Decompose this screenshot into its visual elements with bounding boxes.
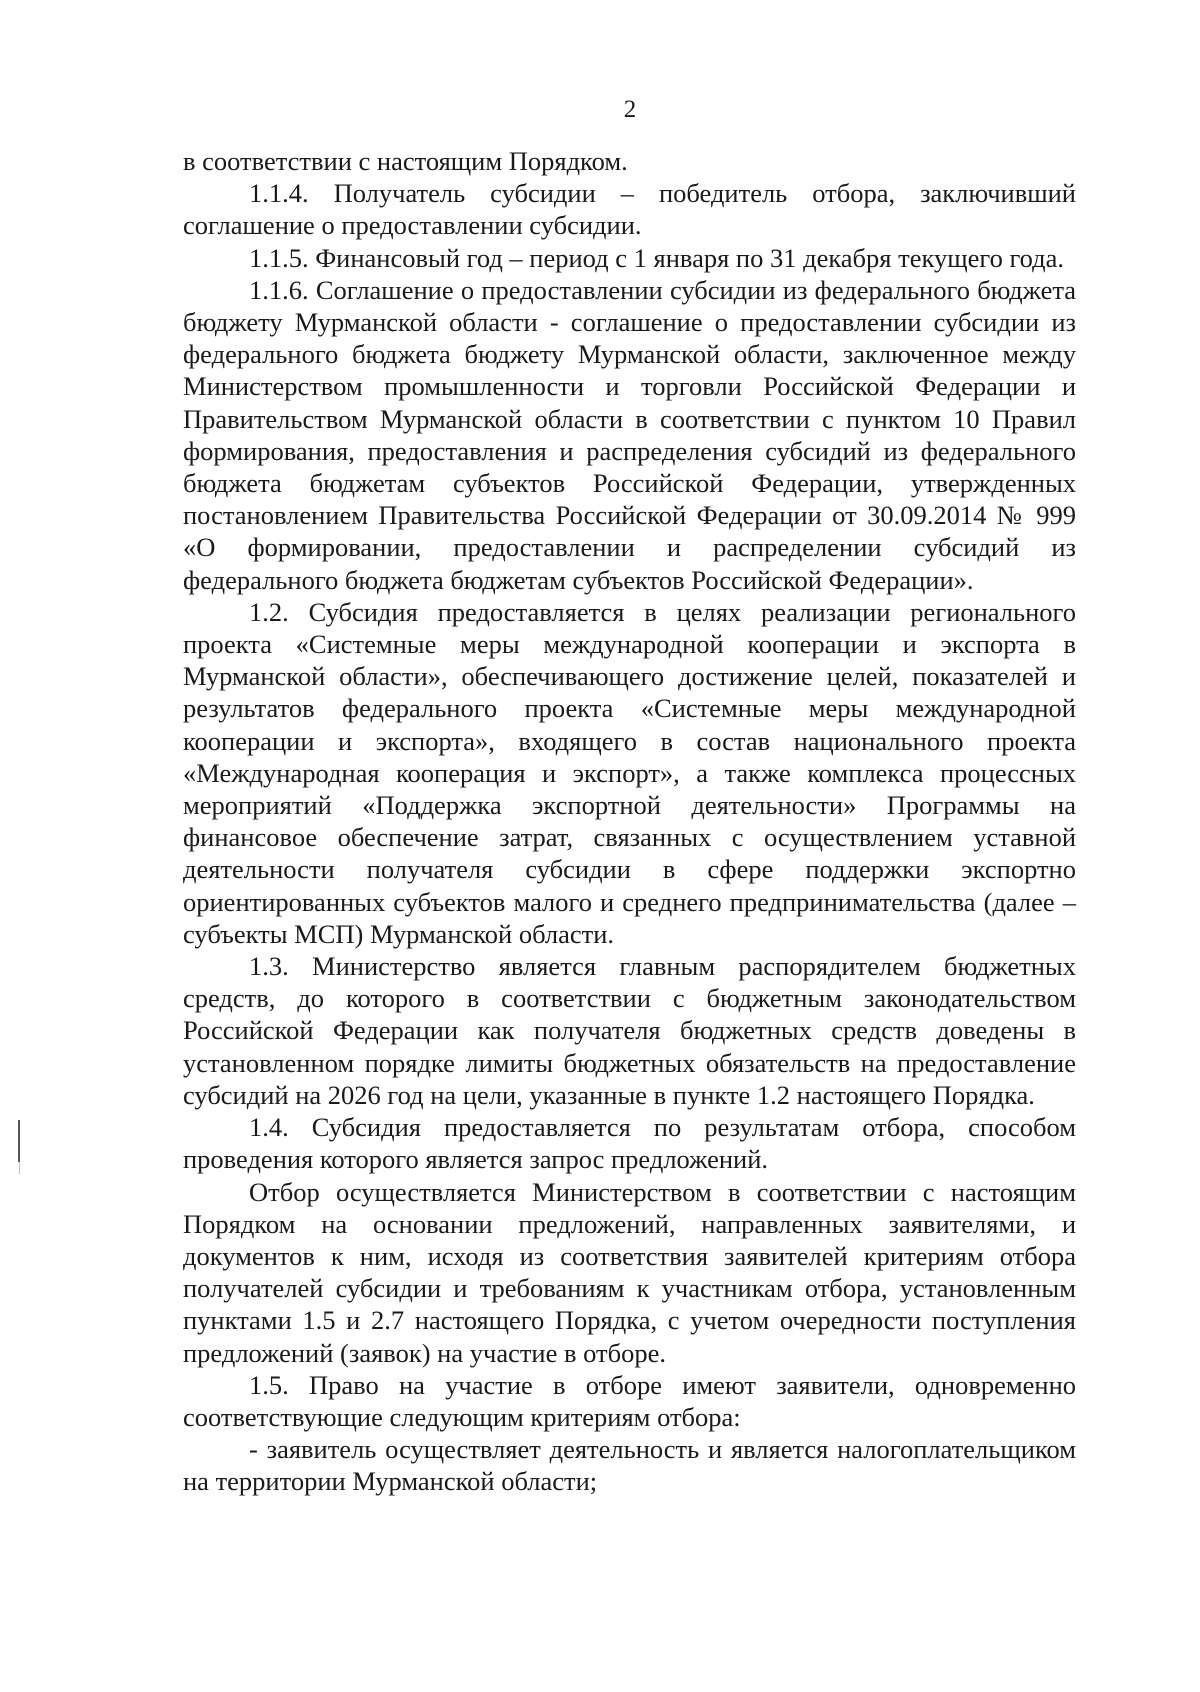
paragraph-1-2: 1.2. Субсидия предоставляется в целях реализации регионального проекта «Системные меры международной кооперации и экспорта в Мурманской области», обеспечивающего достижение целей, показателей и результатов федерального проекта «Системные меры международной кооперации и экспорта», входящего в состав национального проекта «Международная кооперация и экспорт», а также комплекса процессных мероприятий «Поддержка экспортной деятельности» Программы на финансовое обеспечение затрат, связанных с осуществлением уставной деятельности получателя субсидии в сфере поддержки экспортно ориентированных субъектов малого и среднего предпринимательства (далее – субъекты МСП) Мурманской области.: [183, 596, 1076, 949]
page-number: 2: [623, 96, 637, 123]
paragraph-1-5: 1.5. Право на участие в отборе имеют заявители, одновременно соответствующие следующим критериям отбора:: [183, 1369, 1076, 1432]
paragraph-1-4: 1.4. Субсидия предоставляется по результатам отбора, способом проведения которого является запрос предложений.: [183, 1112, 1076, 1175]
paragraph-1-1-5: 1.1.5. Финансовый год – период с 1 января по 31 декабря текущего года.: [249, 242, 1065, 273]
paragraph-criterion-list-item: - заявитель осуществляет деятельность и является налогоплательщиком на территории Мурманской области;: [183, 1434, 1076, 1497]
paragraph-continuation: в соответствии с настоящим Порядком.: [183, 146, 628, 176]
paragraph-1-1-4: 1.1.4. Получатель субсидии – победитель отбора, заключивший соглашение о предоставлении субсидии.: [183, 178, 1076, 241]
scan-margin-mark-faint: [19, 1162, 20, 1174]
paragraph-1-1-6: 1.1.6. Соглашение о предоставлении субсидии из федерального бюджета бюджету Мурманской области - соглашение о предоставлении субсидии из федерального бюджета бюджету Мурманской области, заключенное между Министерством промышленности и торговли Российской Федерации и Правительством Мурманской области в соответствии с пунктом 10 Правил формирования, предоставления и распределения субсидий из федерального бюджета бюджетам субъектов Российской Федерации, утвержденных постановлением Правительства Российской Федерации от 30.09.2014 № 999 «О формировании, предоставлении и распределении субсидий из федерального бюджета бюджетам субъектов Российской Федерации».: [183, 274, 1076, 595]
paragraph-1-3: 1.3. Министерство является главным распорядителем бюджетных средств, до которого в соответствии с бюджетным законодательством Российской Федерации как получателя бюджетных средств доведены в установленном порядке лимиты бюджетных обязательств на предоставление субсидий на 2026 год на цели, указанные в пункте 1.2 настоящего Порядка.: [183, 951, 1076, 1110]
scan-margin-mark: [18, 1120, 20, 1162]
paragraph-selection-procedure: Отбор осуществляется Министерством в соответствии с настоящим Порядком на основании предложений, направленных заявителями, и документов к ним, исходя из соответствия заявителей критериям отбора получателей субсидии и требованиям к участникам отбора, установленным пунктами 1.5 и 2.7 настоящего Порядка, с учетом очередности поступления предложений (заявок) на участие в отборе.: [183, 1176, 1076, 1368]
document-body: [183, 145, 1076, 1498]
